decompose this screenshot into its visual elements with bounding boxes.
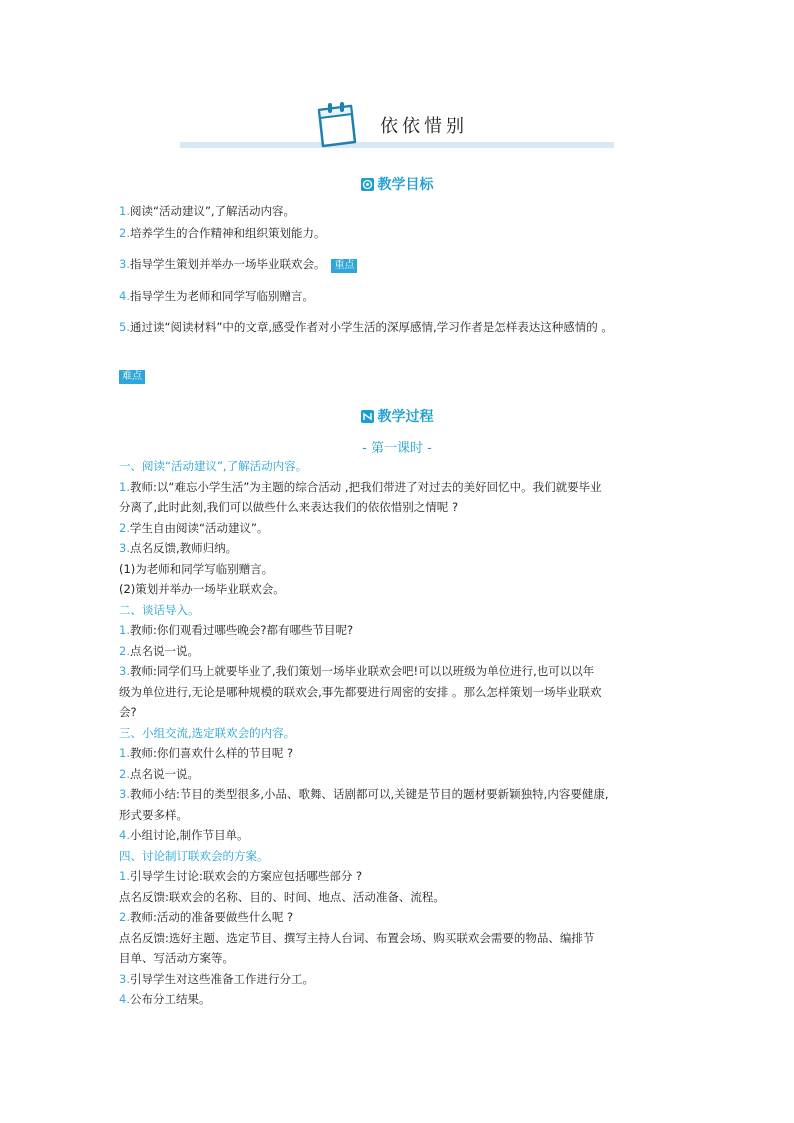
key-point-badge: 重点 xyxy=(331,259,357,273)
process-line: 2.点名说一说。 xyxy=(119,643,199,658)
section-heading-goals xyxy=(0,174,794,194)
section-heading-text: 教学目标 xyxy=(377,177,434,193)
process-line: 1.教师:你们喜欢什么样的节目呢 ? xyxy=(119,746,294,760)
process-line: 级为单位进行,无论是哪种规模的联欢会,事先都要进行周密的安排 。那么怎样策划一场毕业联欢 xyxy=(119,684,602,699)
process-subheading: 三、小组交流,选定联欢会的内容。 xyxy=(119,725,296,740)
process-line: 2.学生自由阅读“活动建议”。 xyxy=(119,520,269,535)
process-line: 2.教师:活动的准备要做些什么呢 ? xyxy=(119,910,294,924)
process-line: 3.教师小结:节目的类型很多,小品、歌舞、话剧都可以,关键是节目的题材要新颖独特,内容要健康, xyxy=(119,787,609,801)
page-title: 依依惜别 xyxy=(380,116,468,137)
difficult-point-badge: 难点 xyxy=(119,370,145,384)
process-line: 1.引导学生讨论:联欢会的方案应包括哪些部分 ? xyxy=(119,869,363,883)
section-heading-process xyxy=(0,406,794,426)
process-icon xyxy=(361,410,374,423)
process-line: (1)为老师和同学写临别赠言。 xyxy=(119,561,274,576)
process-line: 3.点名反馈,教师归纳。 xyxy=(119,541,238,555)
process-line: (2)策划并举办一场毕业联欢会。 xyxy=(119,582,285,596)
process-line: 点名反馈:联欢会的名称、目的、时间、地点、活动准备、流程。 xyxy=(119,889,445,904)
process-line: 1.教师:你们观看过哪些晚会?都有哪些节目呢? xyxy=(119,623,354,637)
target-icon xyxy=(361,178,374,191)
process-line: 3.引导学生对这些准备工作进行分工。 xyxy=(119,971,314,986)
process-line: 4.小组讨论,制作节目单。 xyxy=(119,828,249,842)
title-banner xyxy=(180,100,614,152)
title-underline xyxy=(180,142,614,148)
process-subheading: 二、谈话导入。 xyxy=(119,602,200,617)
goal-item: 4.指导学生为老师和同学写临别赠言。 xyxy=(119,289,314,303)
process-line: 1.教师:以“难忘小学生活”为主题的综合活动 ,把我们带进了对过去的美好回忆中。我们就要毕业 xyxy=(119,479,602,494)
lesson-label: - 第一课时 - xyxy=(362,441,432,456)
process-line: 2.点名说一说。 xyxy=(119,766,199,781)
section-heading-text: 教学过程 xyxy=(377,409,434,425)
process-line: 形式要多样。 xyxy=(119,807,188,822)
difficult-badge-line xyxy=(119,368,145,384)
goal-item: 5.通过读“阅读材料”中的文章,感受作者对小学生活的深厚感情,学习作者是怎样表达这种感情的 。 xyxy=(119,320,613,334)
goal-item: 2.培养学生的合作精神和组织策划能力。 xyxy=(119,226,326,240)
process-line: 分离了,此时此刻,我们可以做些什么来表达我们的依依惜别之情呢 ? xyxy=(119,500,459,514)
goal-item: 3.指导学生策划并举办一场毕业联欢会。 重点 xyxy=(119,257,357,273)
calendar-icon xyxy=(315,102,359,148)
process-line: 会? xyxy=(119,705,137,719)
process-subheading: 一、阅读“活动建议”,了解活动内容。 xyxy=(119,459,308,473)
process-line: 目单、写活动方案等。 xyxy=(119,951,234,965)
process-line: 点名反馈:选好主题、选定节目、撰写主持人台词、布置会场、购买联欢会需要的物品、编排节 xyxy=(119,930,595,945)
process-line: 4.公布分工结果。 xyxy=(119,992,211,1006)
process-line: 3.教师:同学们马上就要毕业了,我们策划一场毕业联欢会吧!可以以班级为单位进行,也可以以年 xyxy=(119,664,595,678)
process-subheading: 四、讨论制订联欢会的方案。 xyxy=(119,848,269,863)
goal-item: 1.阅读“活动建议”,了解活动内容。 xyxy=(119,204,296,218)
